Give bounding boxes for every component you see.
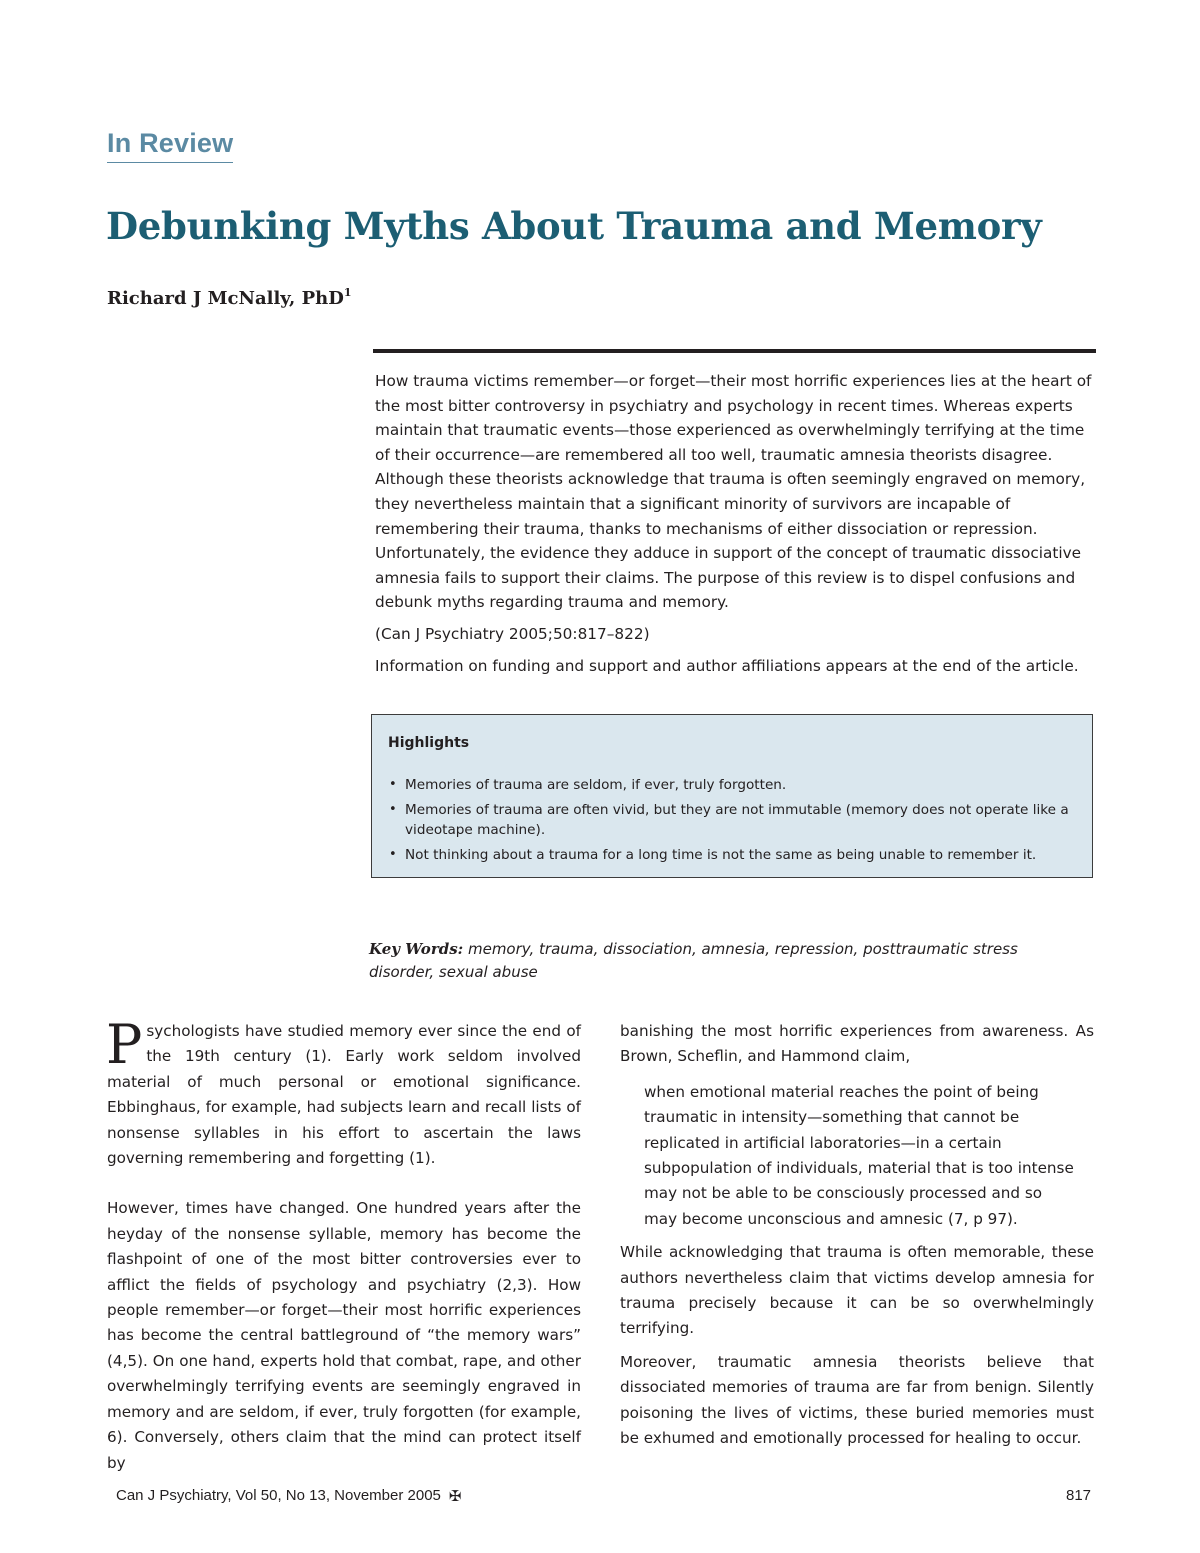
block-quote: when emotional material reaches the point of being traumatic in intensity—something that cannot be replicated in artificial laboratories—in a certain subpopulation of individuals, material that is too intense may not be able to be consciously processed and so may become unconscious and amnesic (7, p 97). [644, 1082, 1074, 1228]
citation: (Can J Psychiatry 2005;50:817–822) [375, 624, 650, 643]
abstract [375, 369, 1095, 678]
drop-cap: P [106, 1013, 143, 1076]
bullet-icon: • [389, 777, 397, 792]
funding-info: Information on funding and support and author affiliations appears at the end of the article. [375, 656, 1079, 675]
highlights-title: Highlights [388, 735, 470, 751]
body-paragraph: However, times have changed. One hundred years after the heyday of the nonsense syllable, memory has become the flashpoint of one of the most bitter controversies ever to afflict the fields of psychology and psychiatry (2,3). How people remember—or forget—their most horrific experiences has become the central battleground of “the memory wars” (4,5). On one hand, experts hold that combat, rape, and other overwhelmingly terrifying events are seemingly engraved in memory and are seldom, if ever, truly forgotten (for example, 6). Conversely, others claim that the mind can protect itself by [107, 1199, 581, 1472]
bullet-icon: • [389, 802, 397, 817]
highlight-item: • Memories of trauma are often vivid, but they are not immutable (memory does not operate like a videotape machine). [389, 802, 1069, 838]
section-label: In Review [107, 128, 233, 163]
author-name: Richard J McNally, PhD [107, 288, 344, 309]
affiliation-mark: 1 [343, 286, 352, 299]
keywords [369, 938, 1069, 984]
highlights-box [371, 714, 1093, 878]
highlights-list [388, 775, 1078, 870]
highlight-item: • Not thinking about a trauma for a long time is not the same as being unable to remember it. [389, 847, 1037, 863]
keywords-terms: memory, trauma, dissociation, amnesia, repression, posttraumatic stress disorder, sexual abuse [369, 940, 1018, 981]
body-column-left [106, 1013, 581, 1476]
body-paragraph: banishing the most horrific experiences from awareness. As Brown, Scheflin, and Hammond claim, [620, 1022, 1094, 1066]
article-title: Debunking Myths About Trauma and Memory [106, 204, 1042, 248]
maple-leaf-icon: ✠ [448, 1488, 462, 1505]
abstract-rule [373, 349, 1096, 353]
body-paragraph: While acknowledging that trauma is often memorable, these authors nevertheless claim that victims develop amnesia for trauma precisely because it can be so overwhelmingly terrifying. [620, 1243, 1094, 1338]
page-number: 817 [1066, 1487, 1092, 1504]
bullet-icon: • [389, 847, 397, 862]
footer-journal: Can J Psychiatry, Vol 50, No 13, November 2005 ✠ [116, 1487, 462, 1505]
body-column-right [620, 1019, 1094, 1452]
highlight-item: • Memories of trauma are seldom, if ever, truly forgotten. [389, 777, 787, 793]
body-paragraph: Moreover, traumatic amnesia theorists believe that dissociated memories of trauma are far from benign. Silently poisoning the lives of victims, these buried memories must be exhumed and emotionally processed for healing to occur. [620, 1352, 1094, 1448]
keywords-label: Key Words: [369, 940, 464, 958]
author-line [107, 286, 351, 309]
body-paragraph: Psychologists have studied memory ever since the end of the 19th century (1). Early work seldom involved material of much personal or emotional significance. Ebbinghaus, for example, had subjects learn and recall lists of nonsense syllables in his effort to ascertain the laws governing remembering and forgetting (1). [106, 1013, 581, 1168]
abstract-text: How trauma victims remember—or forget—their most horrific experiences lies at the heart of the most bitter controversy in psychiatry and psychology in recent times. Whereas experts maintain that traumatic events—those experienced as overwhelmingly terrifying at the time of their occurrence—are remembered all too well, traumatic amnesia theorists disagree. Although these theorists acknowledge that trauma is often seemingly engraved on memory, they nevertheless maintain that a significant minority of survivors are incapable of remembering their trauma, thanks to mechanisms of either dissociation or repression. Unfortunately, the evidence they adduce in support of the concept of traumatic dissociative amnesia fails to support their claims. The purpose of this review is to dispel confusions and debunk myths regarding trauma and memory. [375, 372, 1092, 612]
